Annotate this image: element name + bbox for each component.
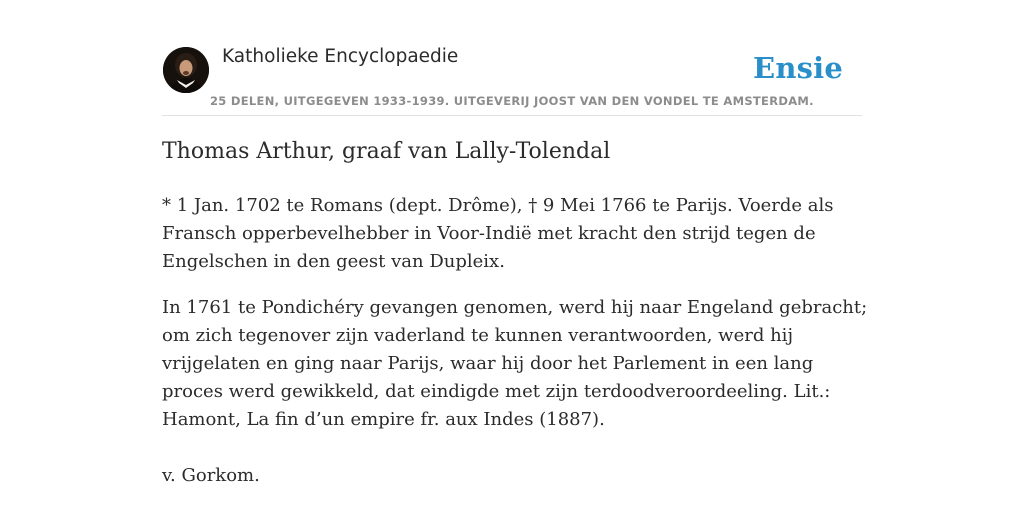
article-author: v. Gorkom. (162, 465, 260, 486)
source-title[interactable]: Katholieke Encyclopaedie (222, 46, 459, 67)
header-divider (162, 115, 862, 116)
source-avatar[interactable] (163, 47, 209, 93)
article-body (162, 192, 874, 508)
source-subtitle: 25 DELEN, UITGEGEVEN 1933-1939. UITGEVERIJ JOOST VAN DEN VONDEL TE AMSTERDAM. (210, 94, 814, 108)
article-paragraph: * 1 Jan. 1702 te Romans (dept. Drôme), † 9 Mei 1766 te Parijs. Voerde als Fransch opperbevelhebber in Voor-Indië met kracht den strijd tegen de Engelschen in den geest van Dupleix. (162, 195, 834, 272)
portrait-icon (163, 47, 209, 93)
article-paragraph: In 1761 te Pondichéry gevangen genomen, werd hij naar Engeland gebracht; om zich tegenover zijn vaderland te kunnen verantwoorden, werd hij vrijgelaten en ging naar Parijs, waar hij door het Parlement in een lang proces werd gewikkeld, dat eindigde met zijn terdoodveroordeeling. Lit.: Hamont, La fin d’un empire fr. aux Indes (1887). (162, 297, 868, 430)
article-title: Thomas Arthur, graaf van Lally-Tolendal (162, 139, 611, 164)
ensie-logo[interactable]: Ensie (753, 51, 843, 85)
